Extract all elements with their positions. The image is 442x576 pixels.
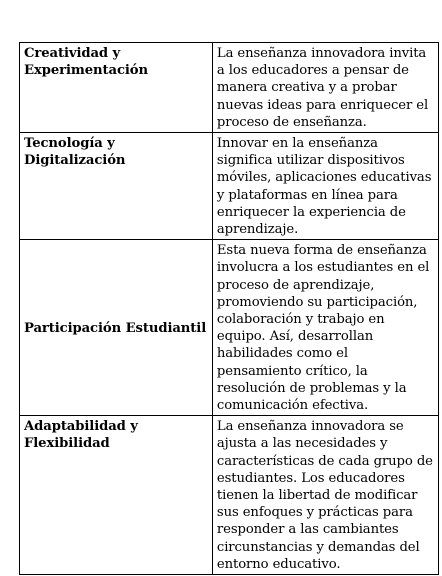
row-description-creatividad: La enseñanza innovadora invita a los educadores a pensar de manera creativa y a probar nuevas ideas para enriquecer el proceso de enseñanza. [212,43,438,133]
row-description-adaptabilidad: La enseñanza innovadora se ajusta a las necesidades y características de cada grupo de estudiantes. Los educadores tienen la libertad de modificar sus enfoques y prácticas para responder a las cambiantes circunstancias y demandas del entorno educativo. [212,416,438,575]
table-row [20,43,439,133]
innovation-table [19,42,439,575]
row-topic-adaptabilidad: Adaptabilidad y Flexibilidad [20,416,213,575]
row-description-tecnologia: Innovar en la enseñanza significa utilizar dispositivos móviles, aplicaciones educativas y plataformas en línea para enriquecer la experiencia de aprendizaje. [212,133,438,240]
table-row [20,416,439,575]
table-row [20,133,439,240]
row-topic-participacion: Participación Estudiantil [20,240,213,416]
row-topic-tecnologia: Tecnología y Digitalización [20,133,213,240]
table-row [20,240,439,416]
row-topic-creatividad: Creatividad y Experimentación [20,43,213,133]
row-description-participacion: Esta nueva forma de enseñanza involucra a los estudiantes en el proceso de aprendizaje, promoviendo su participación, colaboración y trabajo en equipo. Así, desarrollan habilidades como el pensamiento crítico, la resolución de problemas y la comunicación efectiva. [212,240,438,416]
